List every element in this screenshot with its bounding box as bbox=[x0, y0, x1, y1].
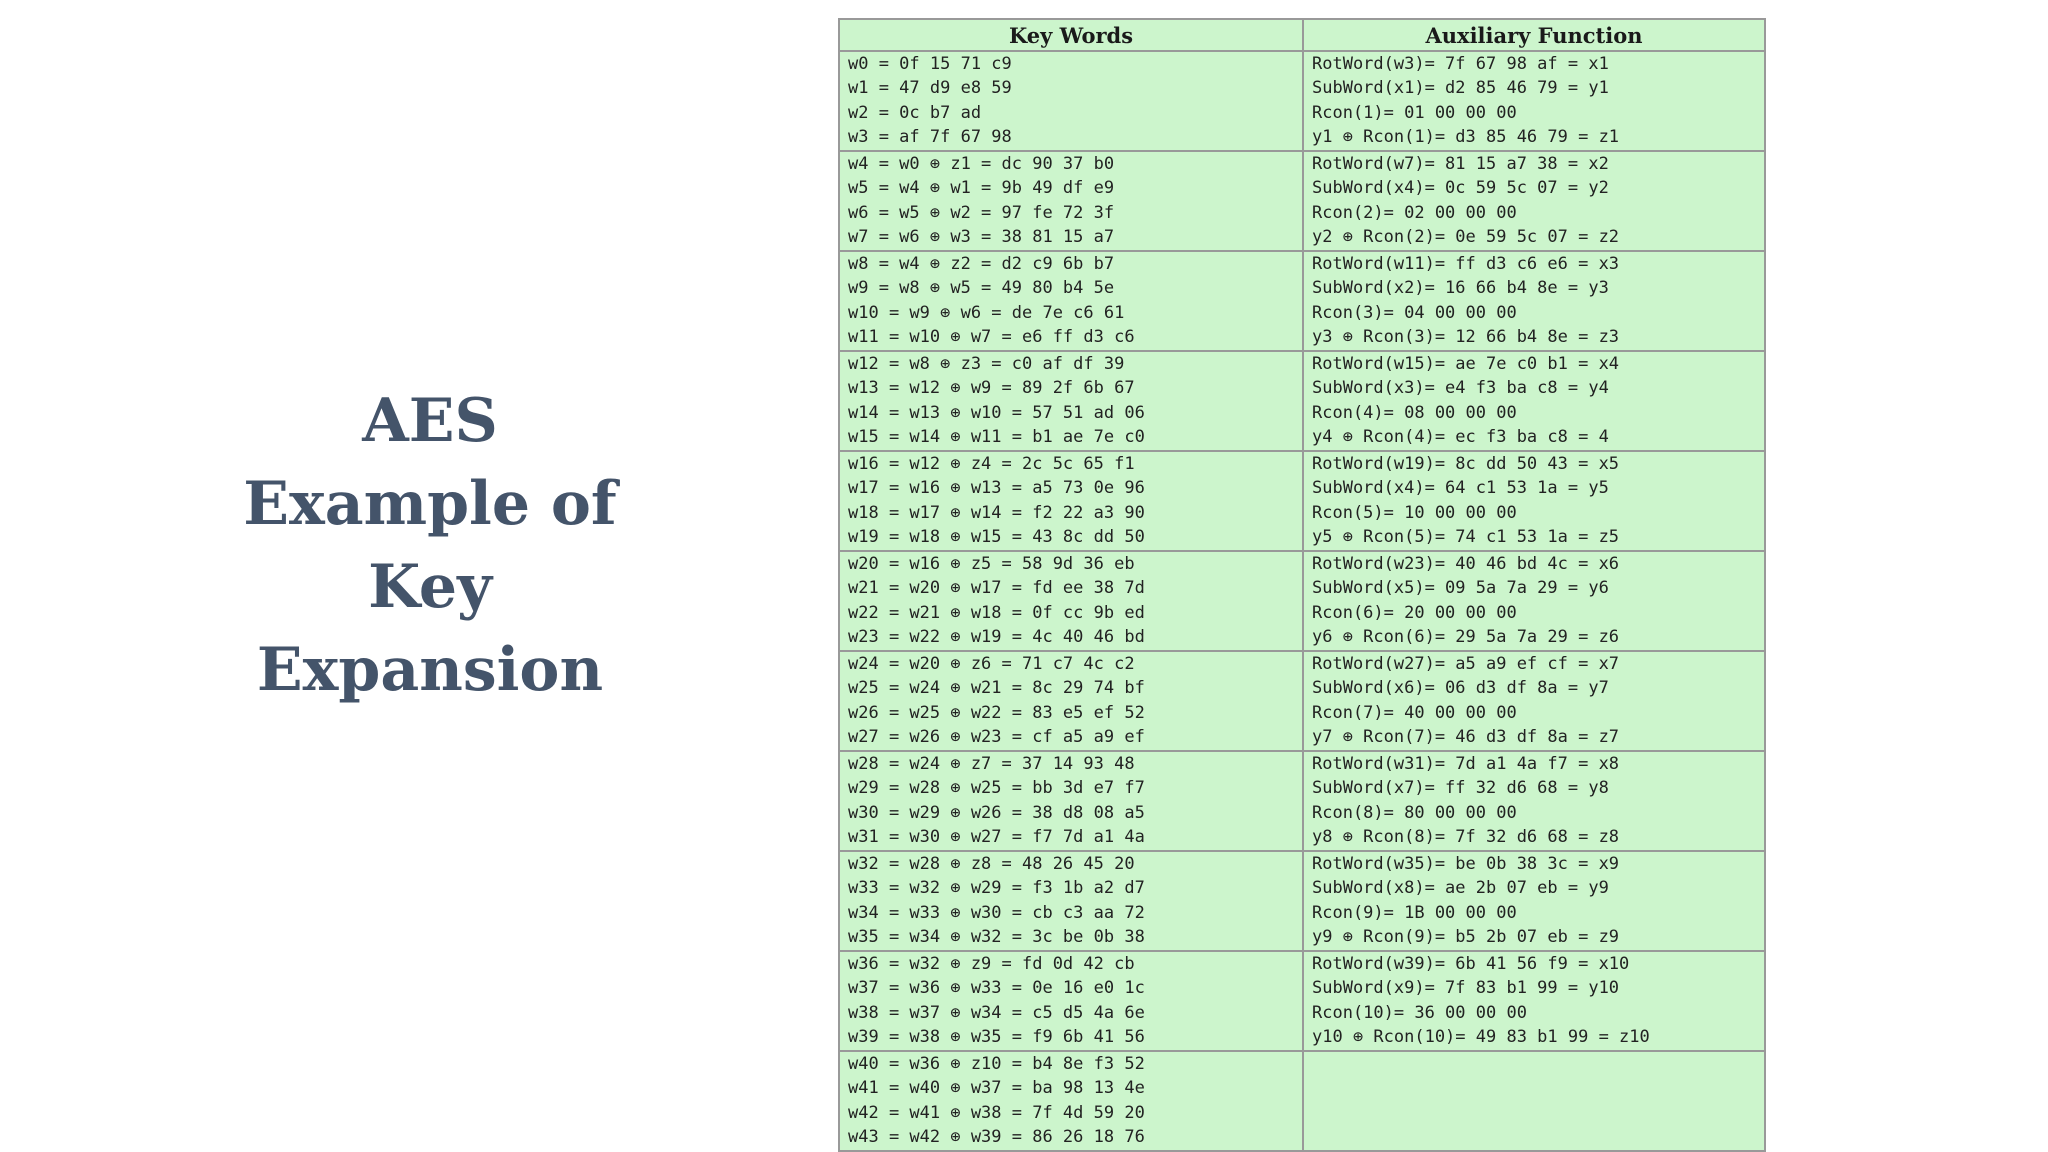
table-row bbox=[839, 551, 1765, 651]
key-word-line: w25 = w24 ⊕ w21 = 8c 29 74 bf bbox=[848, 678, 1145, 699]
auxiliary-function-line: y2 ⊕ Rcon(2)= 0e 59 5c 07 = z2 bbox=[1312, 226, 1620, 247]
key-expansion-table bbox=[838, 18, 1766, 1152]
title-line-2: Example of bbox=[243, 469, 617, 539]
key-word-line: w36 = w32 ⊕ z9 = fd 0d 42 cb bbox=[848, 954, 1135, 974]
key-word-line: w5 = w4 ⊕ w1 = 9b 49 df e9 bbox=[848, 178, 1115, 199]
key-word-line: w41 = w40 ⊕ w37 = ba 98 13 4e bbox=[848, 1078, 1145, 1099]
key-word-line: w12 = w8 ⊕ z3 = c0 af df 39 bbox=[848, 354, 1125, 374]
auxiliary-function-line: SubWord(x5)= 09 5a 7a 29 = y6 bbox=[1312, 578, 1609, 599]
auxiliary-function-line: RotWord(w19)= 8c dd 50 43 = x5 bbox=[1312, 454, 1620, 474]
auxiliary-function-line: Rcon(5)= 10 00 00 00 bbox=[1312, 502, 1517, 523]
title-line-3: Key bbox=[368, 552, 492, 622]
auxiliary-function-line: SubWord(x4)= 64 c1 53 1a = y5 bbox=[1312, 478, 1609, 499]
title-line-4: Expansion bbox=[256, 635, 604, 705]
key-expansion-table-wrap bbox=[838, 18, 1764, 1147]
auxiliary-function-line: RotWord(w39)= 6b 41 56 f9 = x10 bbox=[1312, 954, 1630, 974]
key-word-line: w16 = w12 ⊕ z4 = 2c 5c 65 f1 bbox=[848, 454, 1135, 474]
auxiliary-function-cell bbox=[1303, 651, 1765, 751]
key-word-line: w9 = w8 ⊕ w5 = 49 80 b4 5e bbox=[848, 278, 1115, 299]
slide-title bbox=[210, 380, 650, 712]
key-word-line: w28 = w24 ⊕ z7 = 37 14 93 48 bbox=[848, 754, 1135, 774]
key-word-line: w38 = w37 ⊕ w34 = c5 d5 4a 6e bbox=[848, 1002, 1145, 1023]
auxiliary-function-line: RotWord(w23)= 40 46 bd 4c = x6 bbox=[1312, 554, 1620, 574]
key-words-cell bbox=[839, 851, 1303, 951]
key-word-line: w3 = af 7f 67 98 bbox=[848, 126, 1012, 147]
auxiliary-function-line: RotWord(w35)= be 0b 38 3c = x9 bbox=[1312, 854, 1620, 874]
auxiliary-function-line: y8 ⊕ Rcon(8)= 7f 32 d6 68 = z8 bbox=[1312, 826, 1620, 847]
key-words-cell bbox=[839, 51, 1303, 151]
key-word-line: w33 = w32 ⊕ w29 = f3 1b a2 d7 bbox=[848, 878, 1145, 899]
auxiliary-function-cell bbox=[1303, 1051, 1765, 1151]
title-line-1: AES bbox=[362, 386, 498, 456]
auxiliary-function-line: RotWord(w31)= 7d a1 4a f7 = x8 bbox=[1312, 754, 1620, 774]
table-row bbox=[839, 751, 1765, 851]
auxiliary-function-line: y10 ⊕ Rcon(10)= 49 83 b1 99 = z10 bbox=[1312, 1026, 1650, 1047]
key-word-line: w23 = w22 ⊕ w19 = 4c 40 46 bd bbox=[848, 626, 1145, 647]
auxiliary-function-line: SubWord(x6)= 06 d3 df 8a = y7 bbox=[1312, 678, 1609, 699]
auxiliary-function-line: Rcon(9)= 1B 00 00 00 bbox=[1312, 902, 1517, 923]
auxiliary-function-line: y7 ⊕ Rcon(7)= 46 d3 df 8a = z7 bbox=[1312, 726, 1620, 747]
key-words-cell bbox=[839, 251, 1303, 351]
table-row bbox=[839, 951, 1765, 1051]
key-word-line: w15 = w14 ⊕ w11 = b1 ae 7e c0 bbox=[848, 426, 1145, 447]
auxiliary-function-line: SubWord(x8)= ae 2b 07 eb = y9 bbox=[1312, 878, 1609, 899]
auxiliary-function-cell bbox=[1303, 851, 1765, 951]
auxiliary-function-line: RotWord(w15)= ae 7e c0 b1 = x4 bbox=[1312, 354, 1620, 374]
auxiliary-function-line: y1 ⊕ Rcon(1)= d3 85 46 79 = z1 bbox=[1312, 126, 1620, 147]
auxiliary-function-line: y6 ⊕ Rcon(6)= 29 5a 7a 29 = z6 bbox=[1312, 626, 1620, 647]
auxiliary-function-line: SubWord(x7)= ff 32 d6 68 = y8 bbox=[1312, 778, 1609, 799]
key-word-line: w34 = w33 ⊕ w30 = cb c3 aa 72 bbox=[848, 902, 1145, 923]
key-words-cell bbox=[839, 951, 1303, 1051]
key-words-cell bbox=[839, 751, 1303, 851]
auxiliary-function-line: Rcon(3)= 04 00 00 00 bbox=[1312, 302, 1517, 323]
auxiliary-function-cell bbox=[1303, 351, 1765, 451]
auxiliary-function-line: Rcon(4)= 08 00 00 00 bbox=[1312, 402, 1517, 423]
key-word-line: w4 = w0 ⊕ z1 = dc 90 37 b0 bbox=[848, 154, 1115, 174]
auxiliary-function-line: RotWord(w11)= ff d3 c6 e6 = x3 bbox=[1312, 254, 1620, 274]
auxiliary-function-line bbox=[1312, 1101, 1756, 1125]
table-row bbox=[839, 1051, 1765, 1151]
key-words-cell bbox=[839, 651, 1303, 751]
key-word-line: w20 = w16 ⊕ z5 = 58 9d 36 eb bbox=[848, 554, 1135, 574]
table-row bbox=[839, 151, 1765, 251]
key-word-line: w27 = w26 ⊕ w23 = cf a5 a9 ef bbox=[848, 726, 1145, 747]
key-word-line: w26 = w25 ⊕ w22 = 83 e5 ef 52 bbox=[848, 702, 1145, 723]
table-body bbox=[839, 51, 1765, 1151]
auxiliary-function-cell bbox=[1303, 751, 1765, 851]
key-word-line: w39 = w38 ⊕ w35 = f9 6b 41 56 bbox=[848, 1026, 1145, 1047]
header-auxiliary-function: Auxiliary Function bbox=[1303, 19, 1765, 51]
key-words-cell bbox=[839, 1051, 1303, 1151]
key-word-line: w24 = w20 ⊕ z6 = 71 c7 4c c2 bbox=[848, 654, 1135, 674]
auxiliary-function-line: y9 ⊕ Rcon(9)= b5 2b 07 eb = z9 bbox=[1312, 926, 1620, 947]
auxiliary-function-cell bbox=[1303, 451, 1765, 551]
table-row bbox=[839, 251, 1765, 351]
key-word-line: w22 = w21 ⊕ w18 = 0f cc 9b ed bbox=[848, 602, 1145, 623]
key-word-line: w7 = w6 ⊕ w3 = 38 81 15 a7 bbox=[848, 226, 1115, 247]
key-word-line: w1 = 47 d9 e8 59 bbox=[848, 78, 1012, 99]
auxiliary-function-line bbox=[1312, 1076, 1756, 1100]
key-words-cell bbox=[839, 551, 1303, 651]
auxiliary-function-line: y4 ⊕ Rcon(4)= ec f3 ba c8 = 4 bbox=[1312, 426, 1609, 447]
key-word-line: w17 = w16 ⊕ w13 = a5 73 0e 96 bbox=[848, 478, 1145, 499]
key-word-line: w35 = w34 ⊕ w32 = 3c be 0b 38 bbox=[848, 926, 1145, 947]
auxiliary-function-line: SubWord(x9)= 7f 83 b1 99 = y10 bbox=[1312, 978, 1620, 999]
key-word-line: w43 = w42 ⊕ w39 = 86 26 18 76 bbox=[848, 1126, 1145, 1147]
key-word-line: w21 = w20 ⊕ w17 = fd ee 38 7d bbox=[848, 578, 1145, 599]
key-word-line: w29 = w28 ⊕ w25 = bb 3d e7 f7 bbox=[848, 778, 1145, 799]
auxiliary-function-line: Rcon(7)= 40 00 00 00 bbox=[1312, 702, 1517, 723]
auxiliary-function-line: RotWord(w7)= 81 15 a7 38 = x2 bbox=[1312, 154, 1609, 174]
key-word-line: w30 = w29 ⊕ w26 = 38 d8 08 a5 bbox=[848, 802, 1145, 823]
auxiliary-function-cell bbox=[1303, 151, 1765, 251]
auxiliary-function-line bbox=[1312, 1125, 1756, 1149]
auxiliary-function-line: Rcon(8)= 80 00 00 00 bbox=[1312, 802, 1517, 823]
auxiliary-function-line: SubWord(x2)= 16 66 b4 8e = y3 bbox=[1312, 278, 1609, 299]
table-row bbox=[839, 51, 1765, 151]
auxiliary-function-line: y5 ⊕ Rcon(5)= 74 c1 53 1a = z5 bbox=[1312, 526, 1620, 547]
table-row bbox=[839, 851, 1765, 951]
key-word-line: w2 = 0c b7 ad bbox=[848, 102, 982, 123]
key-word-line: w40 = w36 ⊕ z10 = b4 8e f3 52 bbox=[848, 1054, 1145, 1074]
key-word-line: w6 = w5 ⊕ w2 = 97 fe 72 3f bbox=[848, 202, 1115, 223]
key-word-line: w10 = w9 ⊕ w6 = de 7e c6 61 bbox=[848, 302, 1125, 323]
key-word-line: w13 = w12 ⊕ w9 = 89 2f 6b 67 bbox=[848, 378, 1135, 399]
header-key-words: Key Words bbox=[839, 19, 1303, 51]
key-word-line: w31 = w30 ⊕ w27 = f7 7d a1 4a bbox=[848, 826, 1145, 847]
auxiliary-function-line: Rcon(10)= 36 00 00 00 bbox=[1312, 1002, 1527, 1023]
auxiliary-function-cell bbox=[1303, 951, 1765, 1051]
key-word-line: w19 = w18 ⊕ w15 = 43 8c dd 50 bbox=[848, 526, 1145, 547]
key-word-line: w42 = w41 ⊕ w38 = 7f 4d 59 20 bbox=[848, 1102, 1145, 1123]
key-word-line: w8 = w4 ⊕ z2 = d2 c9 6b b7 bbox=[848, 254, 1115, 274]
key-word-line: w32 = w28 ⊕ z8 = 48 26 45 20 bbox=[848, 854, 1135, 874]
key-word-line: w18 = w17 ⊕ w14 = f2 22 a3 90 bbox=[848, 502, 1145, 523]
auxiliary-function-line: Rcon(6)= 20 00 00 00 bbox=[1312, 602, 1517, 623]
auxiliary-function-line: Rcon(2)= 02 00 00 00 bbox=[1312, 202, 1517, 223]
table-row bbox=[839, 451, 1765, 551]
auxiliary-function-line: RotWord(w27)= a5 a9 ef cf = x7 bbox=[1312, 654, 1620, 674]
auxiliary-function-line bbox=[1312, 1052, 1756, 1076]
auxiliary-function-line: RotWord(w3)= 7f 67 98 af = x1 bbox=[1312, 54, 1609, 74]
auxiliary-function-cell bbox=[1303, 51, 1765, 151]
auxiliary-function-line: SubWord(x4)= 0c 59 5c 07 = y2 bbox=[1312, 178, 1609, 199]
auxiliary-function-cell bbox=[1303, 551, 1765, 651]
auxiliary-function-cell bbox=[1303, 251, 1765, 351]
key-word-line: w11 = w10 ⊕ w7 = e6 ff d3 c6 bbox=[848, 326, 1135, 347]
table-row bbox=[839, 651, 1765, 751]
key-word-line: w0 = 0f 15 71 c9 bbox=[848, 54, 1012, 74]
auxiliary-function-line: SubWord(x1)= d2 85 46 79 = y1 bbox=[1312, 78, 1609, 99]
key-word-line: w14 = w13 ⊕ w10 = 57 51 ad 06 bbox=[848, 402, 1145, 423]
auxiliary-function-line: y3 ⊕ Rcon(3)= 12 66 b4 8e = z3 bbox=[1312, 326, 1620, 347]
auxiliary-function-line: Rcon(1)= 01 00 00 00 bbox=[1312, 102, 1517, 123]
key-words-cell bbox=[839, 151, 1303, 251]
key-words-cell bbox=[839, 451, 1303, 551]
key-word-line: w37 = w36 ⊕ w33 = 0e 16 e0 1c bbox=[848, 978, 1145, 999]
table-row bbox=[839, 351, 1765, 451]
table-header-row bbox=[839, 19, 1765, 51]
key-words-cell bbox=[839, 351, 1303, 451]
auxiliary-function-line: SubWord(x3)= e4 f3 ba c8 = y4 bbox=[1312, 378, 1609, 399]
